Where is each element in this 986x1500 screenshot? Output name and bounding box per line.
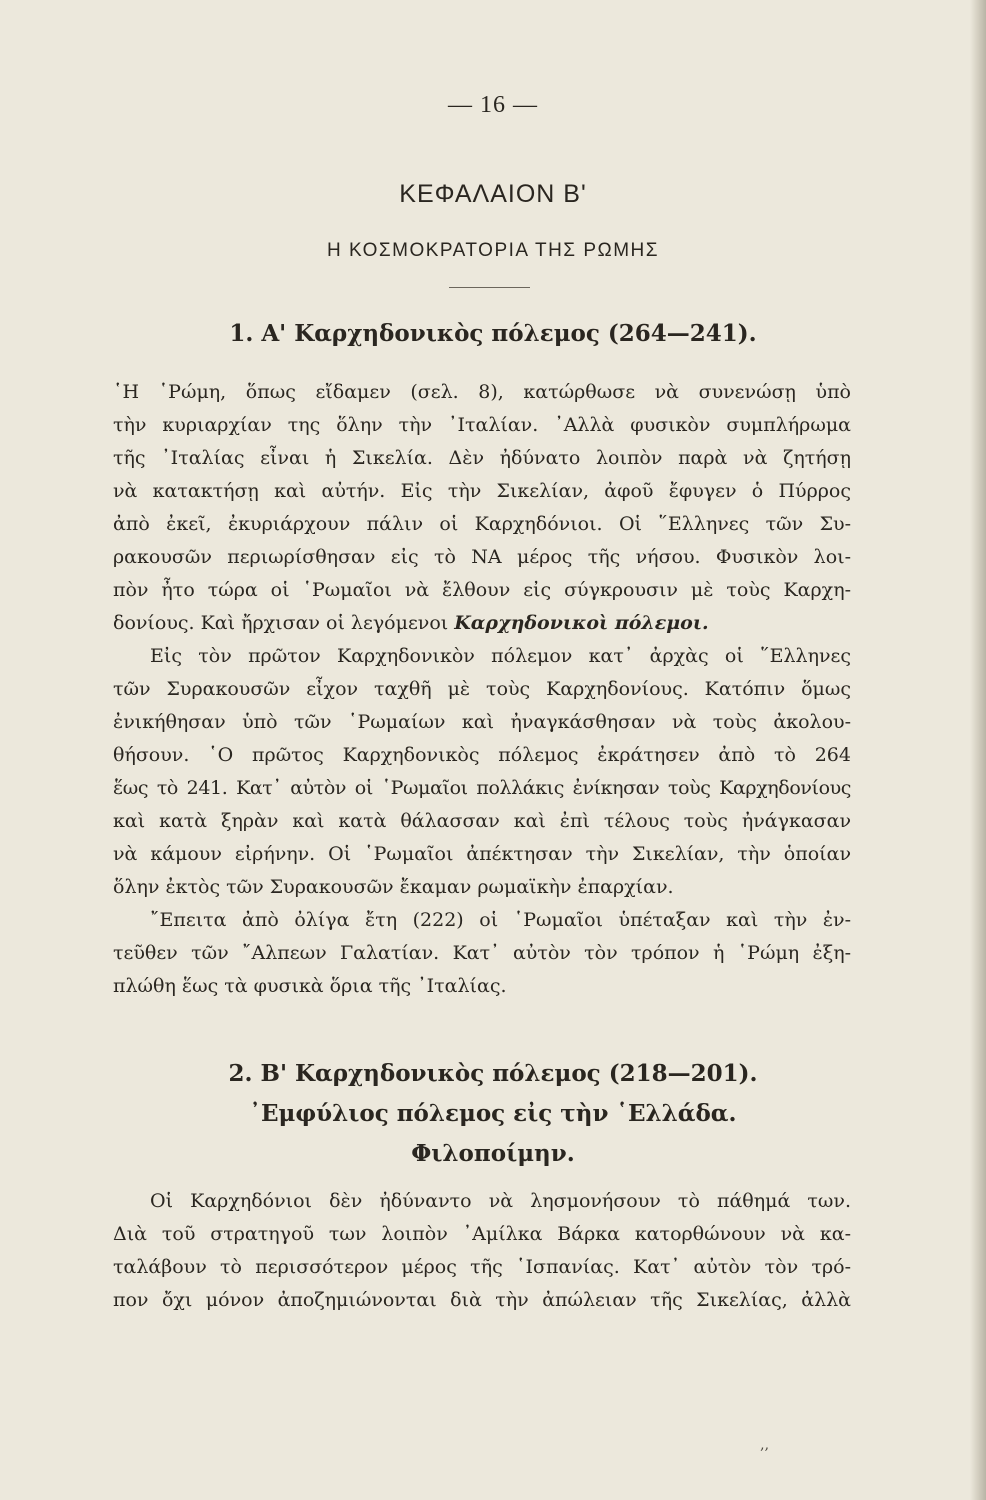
paragraph-line: ταλάβουν τὸ περισσότερον μέρος τῆς ῾Ισπανίας. Κατ᾿ αὐτὸν τὸν τρό- xyxy=(113,1256,851,1278)
paragraph-line: νὰ κάμουν εἰρήνην. Οἱ ῾Ρωμαῖοι ἀπέκτησαν τὴν Σικελίαν, τὴν ὁποίαν xyxy=(113,843,851,865)
paragraph-line: τεῦθεν τῶν ῎Αλπεων Γαλατίαν. Κατ᾿ αὐτὸν τὸν τρόπον ἡ ῾Ρώμη ἐξη- xyxy=(113,942,851,964)
paragraph-line: ἐνικήθησαν ὑπὸ τῶν ῾Ρωμαίων καὶ ἠναγκάσθησαν νὰ τοὺς ἀκολου- xyxy=(113,711,851,733)
paragraph-line: ῾Η ῾Ρώμη, ὅπως εἴδαμεν (σελ. 8), κατώρθωσε νὰ συνενώσῃ ὑπὸ xyxy=(113,381,851,403)
section-2-heading xyxy=(0,1054,986,1174)
paragraph-line: καὶ κατὰ ξηρὰν καὶ κατὰ θάλασσαν καὶ ἐπὶ τέλους τοὺς ἠνάγκασαν xyxy=(113,810,851,832)
paragraph-line: Οἱ Καρχηδόνιοι δὲν ἠδύναντο νὰ λησμονήσουν τὸ πάθημά των. xyxy=(150,1190,851,1212)
paragraph-line-text: δονίους. Καὶ ἤρχισαν οἱ λεγόμενοι xyxy=(113,612,449,634)
paragraph-line: πὸν ἦτο τώρα οἱ ῾Ρωμαῖοι νὰ ἔλθουν εἰς σύγκρουσιν μὲ τοὺς Καρχη- xyxy=(113,579,851,601)
paragraph-line: Εἰς τὸν πρῶτον Καρχηδονικὸν πόλεμον κατ᾿ ἀρχὰς οἱ ῞Ελληνες xyxy=(150,645,851,667)
chapter-title: ΚΕΦΑΛΑΙΟΝ Β' xyxy=(399,180,587,208)
section-2-heading-line: 2. Β' Καρχηδονικὸς πόλεμος (218—201). xyxy=(228,1060,758,1087)
paragraph-line: τῶν Συρακουσῶν εἶχον ταχθῆ μὲ τοὺς Καρχηδονίους. Κατόπιν ὅμως xyxy=(113,678,851,700)
paragraph-line: ἕως τὸ 241. Κατ᾿ αὐτὸν οἱ ῾Ρωμαῖοι πολλάκις ἐνίκησαν τοὺς Καρχηδονίους xyxy=(113,777,851,799)
paragraph-line: τῆς ᾿Ιταλίας εἶναι ἡ Σικελία. Δὲν ἠδύνατο λοιπὸν παρὰ νὰ ζητήσῃ xyxy=(113,447,851,469)
paragraph-line: ἀπὸ ἐκεῖ, ἐκυριάρχουν πάλιν οἱ Καρχηδόνιοι. Οἱ ῞Ελληνες τῶν Συ- xyxy=(113,513,851,535)
emphasis-term: Καρχηδονικοὶ πόλεμοι. xyxy=(454,612,709,634)
paragraph-line: ὅλην ἐκτὸς τῶν Συρακουσῶν ἔκαμαν ρωμαϊκὴν ἐπαρχίαν. xyxy=(113,876,674,898)
section-2-heading-line: ᾿Εμφύλιος πόλεμος εἰς τὴν ῾Ελλάδα. xyxy=(249,1100,737,1127)
paragraph-line: ρακουσῶν περιωρίσθησαν εἰς τὸ ΝΑ μέρος τῆς νήσου. Φυσικὸν λοι- xyxy=(113,546,851,568)
paragraph-line: νὰ κατακτήσῃ καὶ αὐτήν. Εἰς τὴν Σικελίαν, ἀφοῦ ἔφυγεν ὁ Πύρρος xyxy=(113,480,851,502)
chapter-subtitle: Η ΚΟΣΜΟΚΡΑΤΟΡΙΑ ΤΗΣ ΡΩΜΗΣ xyxy=(327,240,659,261)
paragraph-line: θήσουν. ῾Ο πρῶτος Καρχηδονικὸς πόλεμος ἐκράτησεν ἀπὸ τὸ 264 xyxy=(113,744,851,766)
paragraph-line: πον ὄχι μόνον ἀποζημιώνονται διὰ τὴν ἀπώλειαν τῆς Σικελίας, ἀλλὰ xyxy=(113,1289,851,1311)
paragraph-line: Διὰ τοῦ στρατηγοῦ των λοιπὸν ᾿Αμίλκα Βάρκα κατορθώνουν νὰ κα- xyxy=(113,1223,851,1245)
section-divider xyxy=(449,287,530,288)
section-1-heading: 1. Α' Καρχηδονικὸς πόλεμος (264—241). xyxy=(229,320,757,347)
page-number: — 16 — xyxy=(448,92,538,118)
paragraph-line xyxy=(113,607,851,640)
printer-mark: ‚‚ xyxy=(760,1437,769,1453)
section-2-heading-line: Φιλοποίμην. xyxy=(411,1140,575,1167)
paragraph-line: τὴν κυριαρχίαν της ὅλην τὴν ᾿Ιταλίαν. ᾿Αλλὰ φυσικὸν συμπλήρωμα xyxy=(113,414,851,436)
page-edge xyxy=(970,0,986,1500)
paragraph-line: ῎Επειτα ἀπὸ ὀλίγα ἔτη (222) οἱ ῾Ρωμαῖοι ὑπέταξαν καὶ τὴν ἐν- xyxy=(150,909,851,931)
paragraph-line: πλώθη ἕως τὰ φυσικὰ ὅρια τῆς ᾿Ιταλίας. xyxy=(113,975,507,997)
